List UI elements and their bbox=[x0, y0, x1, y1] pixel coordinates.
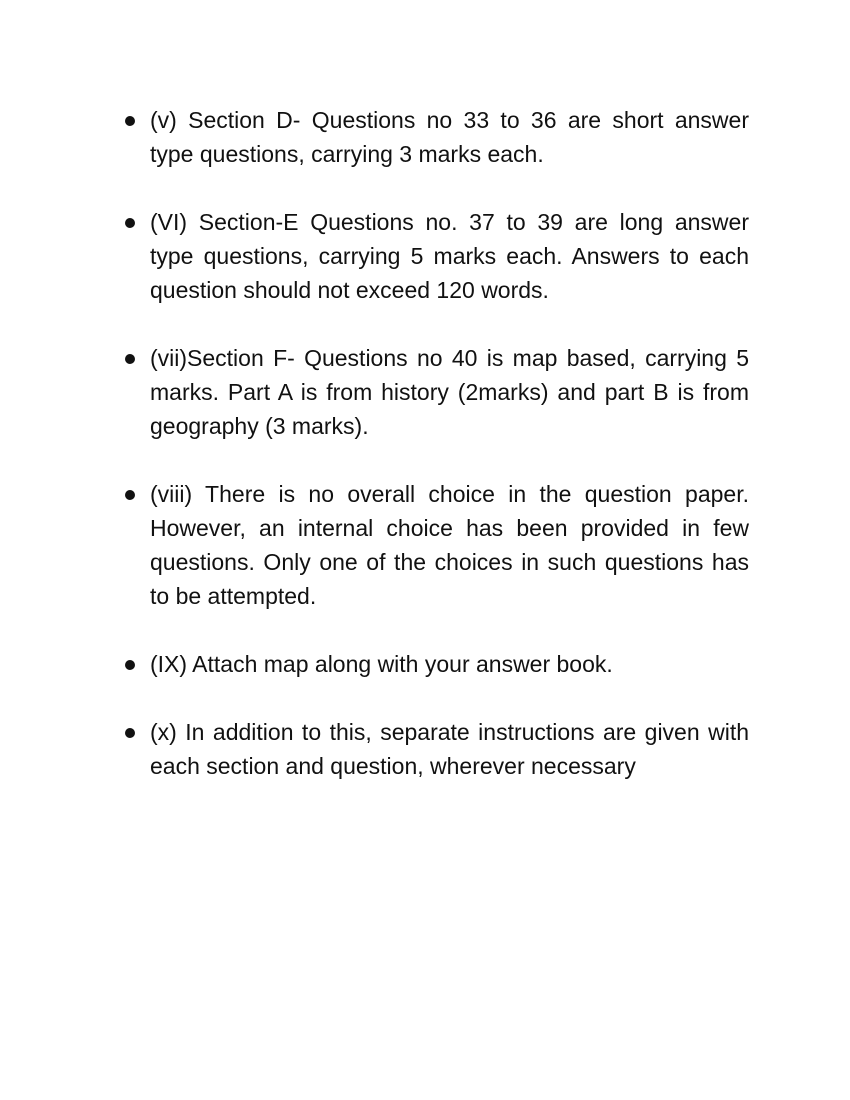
instruction-text: (IX) Attach map along with your answer book. bbox=[150, 651, 613, 677]
bullet-icon bbox=[125, 354, 135, 364]
instruction-item-x bbox=[150, 715, 749, 783]
instruction-item-viii bbox=[150, 477, 749, 613]
instruction-list bbox=[150, 103, 749, 817]
instruction-item-v bbox=[150, 103, 749, 171]
instruction-text: (x) In addition to this, separate instructions are given with each section and question, wherever necessary bbox=[150, 719, 749, 779]
instruction-item-vi bbox=[150, 205, 749, 307]
instruction-text: (vii)Section F- Questions no 40 is map based, carrying 5 marks. Part A is from history (2marks) and part B is from geography (3 marks). bbox=[150, 345, 749, 439]
bullet-icon bbox=[125, 490, 135, 500]
instruction-item-ix bbox=[150, 647, 749, 681]
instruction-item-vii bbox=[150, 341, 749, 443]
bullet-icon bbox=[125, 116, 135, 126]
instruction-text: (v) Section D- Questions no 33 to 36 are short answer type questions, carrying 3 marks each. bbox=[150, 107, 749, 167]
bullet-icon bbox=[125, 660, 135, 670]
bullet-icon bbox=[125, 728, 135, 738]
instruction-text: (VI) Section-E Questions no. 37 to 39 are long answer type questions, carrying 5 marks each. Answers to each question should not exceed 120 words. bbox=[150, 209, 749, 303]
bullet-icon bbox=[125, 218, 135, 228]
instruction-text: (viii) There is no overall choice in the question paper. However, an internal choice has been provided in few questions. Only one of the choices in such questions has to be attempted. bbox=[150, 481, 749, 609]
